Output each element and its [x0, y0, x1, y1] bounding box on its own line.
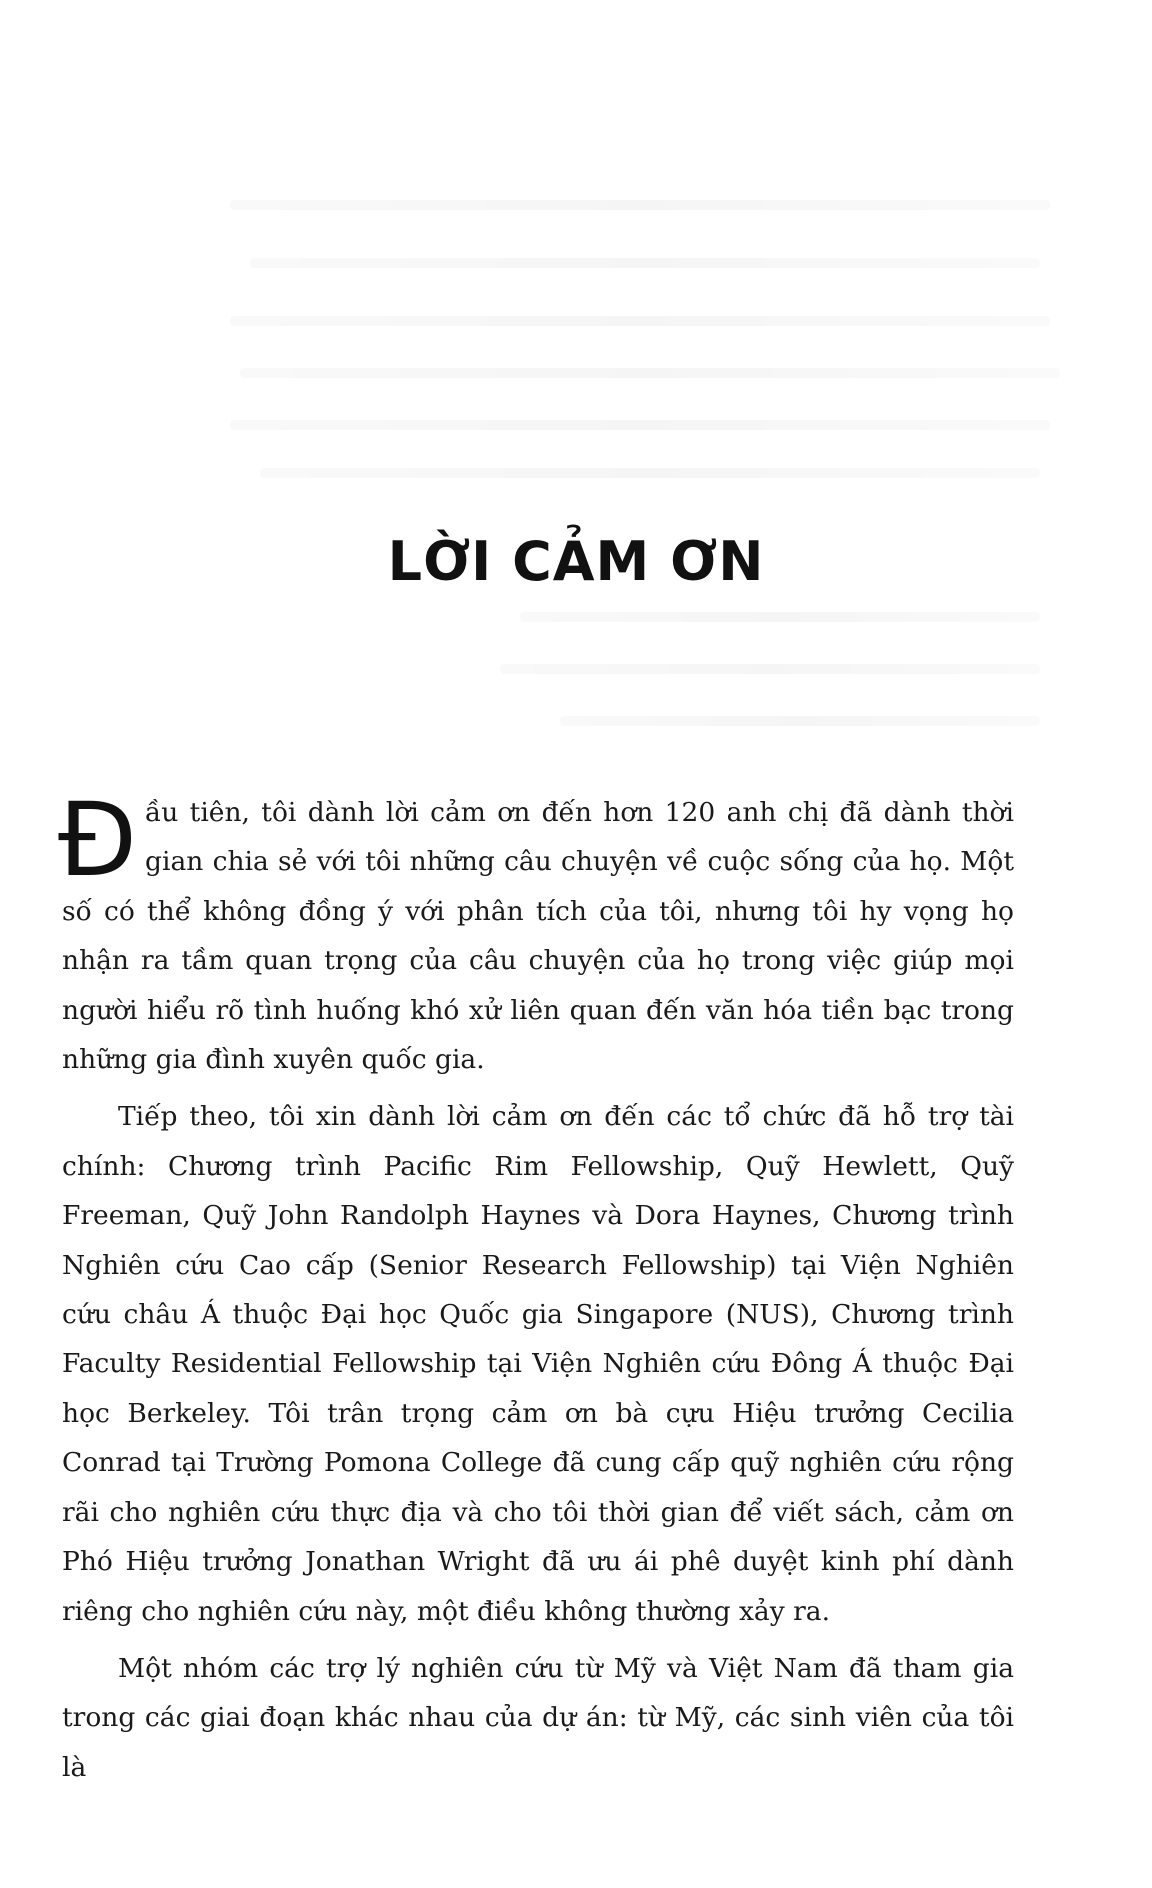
bleed-through-texture	[520, 612, 1040, 622]
bleed-through-texture	[230, 200, 1050, 210]
bleed-through-texture	[230, 316, 1050, 326]
bleed-through-texture	[500, 664, 1040, 674]
bleed-through-texture	[560, 716, 1040, 726]
body-text	[58, 781, 1014, 1792]
bleed-through-texture	[250, 258, 1040, 268]
paragraph: Tiếp theo, tôi xin dành lời cảm ơn đến các tổ chức đã hỗ trợ tài chính: Chương trình Pacific Rim Fellowship, Quỹ Hewlett, Quỹ Freeman, Quỹ John Randolph Haynes và Dora Haynes, Chương trình Nghiên cứu Cao cấp (Senior Research Fellowship) tại Viện Nghiên cứu châu Á thuộc Đại học Quốc gia Singapore (NUS), Chương trình Faculty Residential Fellowship tại Viện Nghiên cứu Đông Á thuộc Đại học Berkeley. Tôi trân trọng cảm ơn bà cựu Hiệu trưởng Cecilia Conrad tại Trường Pomona College đã cung cấp quỹ nghiên cứu rộng rãi cho nghiên cứu thực địa và cho tôi thời gian để viết sách, cảm ơn Phó Hiệu trưởng Jonathan Wright đã ưu ái phê duyệt kinh phí dành riêng cho nghiên cứu này, một điều không thường xảy ra.	[62, 1101, 1014, 1627]
bleed-through-texture	[230, 420, 1050, 430]
chapter-title: LỜI CẢM ƠN	[387, 530, 765, 593]
drop-cap: Đ	[58, 781, 138, 900]
paragraph: Một nhóm các trợ lý nghiên cứu từ Mỹ và Việt Nam đã tham gia trong các giai đoạn khác nhau của dự án: từ Mỹ, các sinh viên của tôi là	[62, 1652, 1014, 1783]
paragraph-text: ầu tiên, tôi dành lời cảm ơn đến hơn 120 anh chị đã dành thời gian chia sẻ với tôi những câu chuyện về cuộc sống của họ. Một số có thể không đồng ý với phân tích của tôi, nhưng tôi hy vọng họ nhận ra tầm quan trọng của câu chuyện của họ trong việc giúp mọi người hiểu rõ tình huống khó xử liên quan đến văn hóa tiền bạc trong những gia đình xuyên quốc gia.	[62, 797, 1014, 1076]
paragraph-first	[58, 781, 1014, 1084]
bleed-through-texture	[240, 368, 1060, 378]
bleed-through-texture	[260, 468, 1040, 478]
